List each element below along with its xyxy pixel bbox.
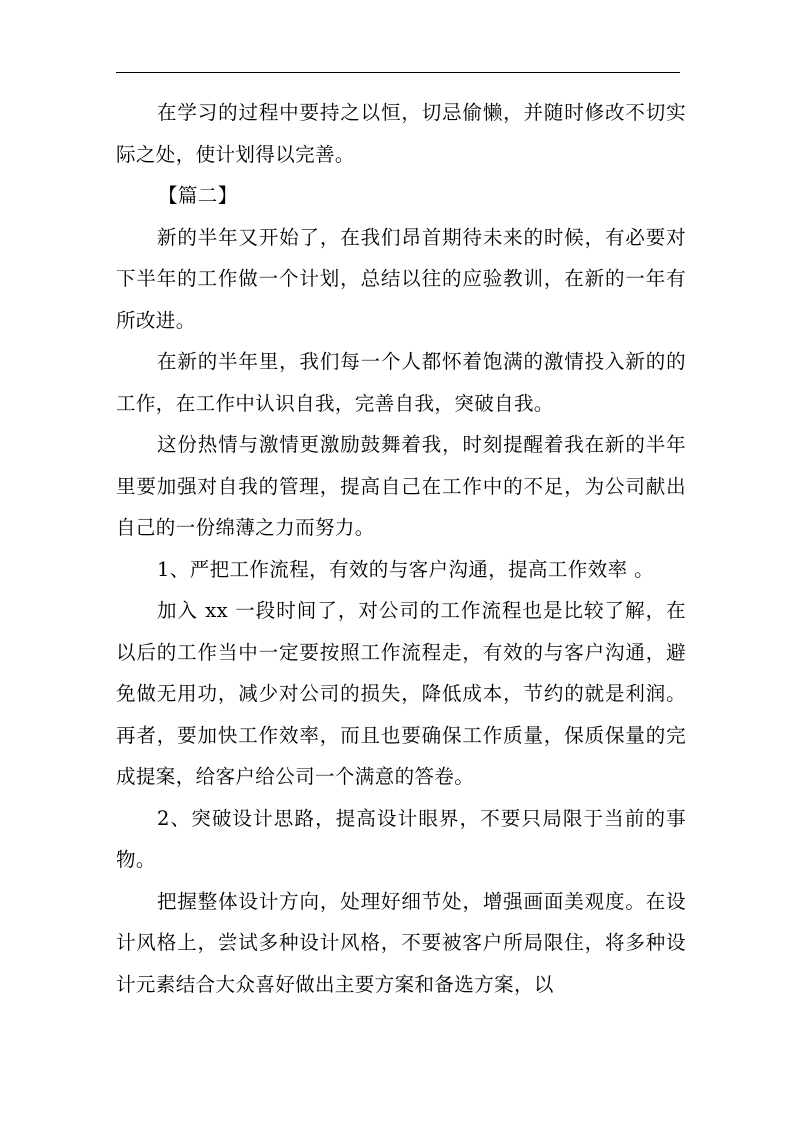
list-item-design-thinking: 2、突破设计思路，提高设计眼界，不要只局限于当前的事物。 — [116, 806, 686, 871]
list-item-workflow: 1、严把工作流程，有效的与客户沟通，提高工作效率 。 — [157, 557, 655, 581]
paragraph-workflow-detail: 加入 xx 一段时间了，对公司的工作流程也是比较了解，在以后的工作当中一定要按照工作流程走，有效的与客户沟通，避免做无用功，减少对公司的损失，降低成本，节约的就是利润。再者，要加快工作效率，而且也要确保工作质量，保质保量的完成提案，给客户给公司一个满意的答卷。 — [116, 599, 686, 788]
paragraph-self-management: 这份热情与激情更激励鼓舞着我，时刻提醒着我在新的半年里要加强对自我的管理，提高自己在工作中的不足，为公司献出自己的一份绵薄之力而努力。 — [116, 433, 686, 539]
body-text — [116, 92, 686, 1005]
paragraph-passion: 在新的半年里，我们每一个人都怀着饱满的激情投入新的的工作，在工作中认识自我，完善自我，突破自我。 — [116, 350, 686, 415]
paragraph-persistence: 在学习的过程中要持之以恒，切忌偷懒，并随时修改不切实际之处，使计划得以完善。 — [116, 101, 686, 166]
paragraph-new-half-year: 新的半年又开始了，在我们昂首期待未来的时候，有必要对下半年的工作做一个计划，总结以往的应验教训，在新的一年有所改进。 — [116, 225, 686, 332]
paragraph-design-direction: 把握整体设计方向，处理好细节处，增强画面美观度。在设计风格上，尝试多种设计风格，不要被客户所局限住，将多种设计元素结合大众喜好做出主要方案和备选方案，以 — [116, 889, 686, 996]
header-rule — [116, 72, 680, 73]
section-heading-part-two: 【篇二】 — [158, 184, 238, 207]
